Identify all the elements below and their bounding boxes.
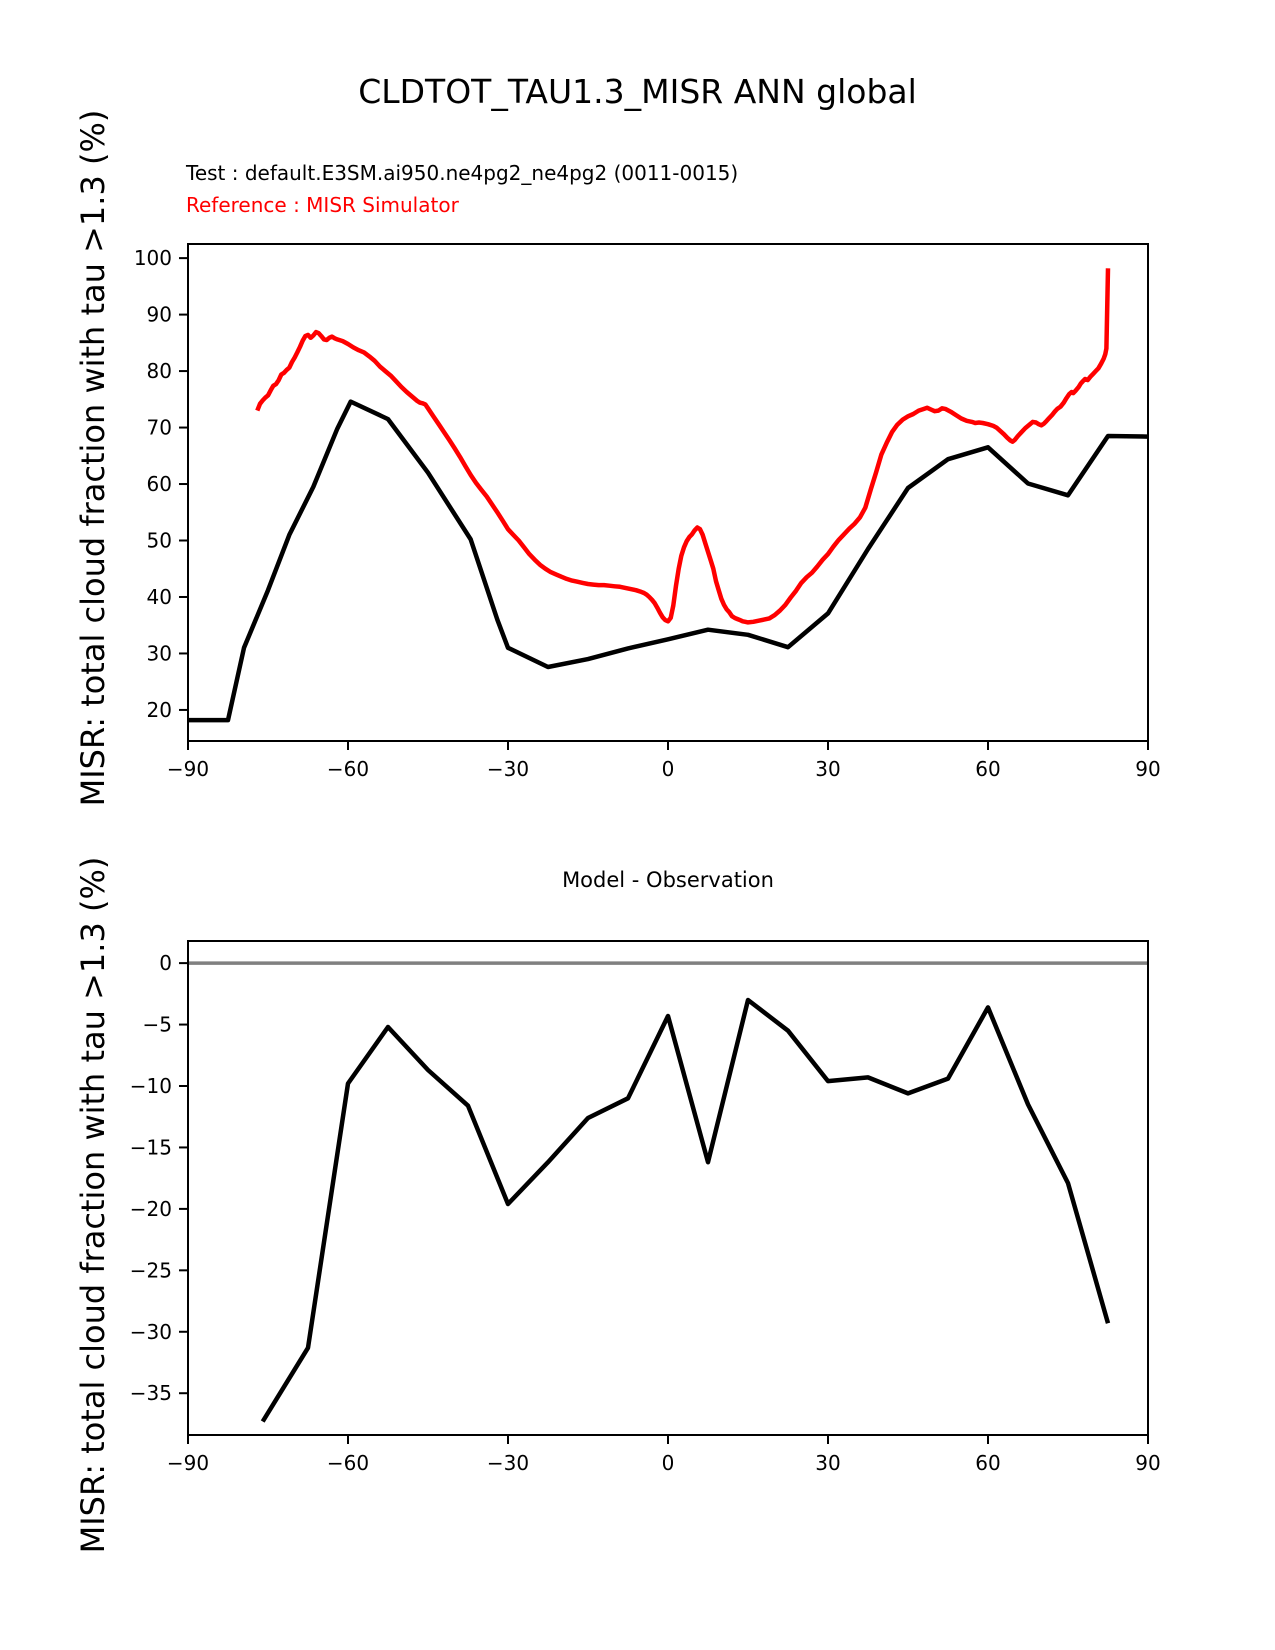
y-tick-label: −35 [129, 1381, 172, 1406]
y-tick-label: −25 [129, 1258, 172, 1283]
x-tick-label: −90 [166, 1451, 210, 1475]
y-tick-label: 80 [146, 359, 172, 384]
subplot-title-model-observation: Model - Observation [562, 868, 774, 892]
x-tick-label: 90 [1135, 757, 1161, 781]
y-axis-label-bottom: MISR: total cloud fraction with tau >1.3 (%) [74, 856, 112, 1554]
y-tick-label: 60 [146, 472, 172, 497]
y-tick-label: −5 [142, 1012, 172, 1037]
y-tick-label: −15 [129, 1135, 172, 1160]
test-line [188, 402, 1148, 720]
x-tick-label: −90 [166, 757, 210, 781]
x-tick-label: 0 [661, 1451, 675, 1475]
y-tick-label: 30 [146, 641, 172, 666]
y-tick-label: 90 [146, 302, 172, 327]
x-tick-label: 60 [975, 1451, 1001, 1475]
difference-line [263, 1000, 1108, 1422]
y-tick-label: −10 [129, 1074, 172, 1099]
y-tick-label: −30 [129, 1319, 172, 1344]
x-tick-label: −30 [486, 757, 530, 781]
y-tick-label: 20 [146, 697, 172, 722]
y-tick-label: 70 [146, 415, 172, 440]
x-tick-label: −30 [486, 1451, 530, 1475]
y-tick-label: 100 [133, 246, 172, 271]
x-tick-label: 30 [815, 757, 841, 781]
x-tick-label: 0 [661, 757, 675, 781]
x-tick-label: −60 [326, 1451, 370, 1475]
page-title: CLDTOT_TAU1.3_MISR ANN global [358, 72, 917, 111]
reference-line [257, 268, 1108, 622]
y-tick-label: −20 [129, 1196, 172, 1221]
x-tick-label: 60 [975, 757, 1001, 781]
y-tick-label: 40 [146, 584, 172, 609]
y-tick-label: 50 [146, 528, 172, 553]
axes-spines [188, 244, 1148, 741]
x-tick-label: 90 [1135, 1451, 1161, 1475]
y-tick-label: 0 [159, 951, 172, 976]
y-axis-label-top: MISR: total cloud fraction with tau >1.3 (%) [74, 109, 112, 807]
test-label: Test : default.E3SM.ai950.ne4pg2_ne4pg2 (0011-0015) [186, 161, 739, 185]
x-tick-label: 30 [815, 1451, 841, 1475]
reference-label: Reference : MISR Simulator [186, 193, 459, 217]
x-tick-label: −60 [326, 757, 370, 781]
